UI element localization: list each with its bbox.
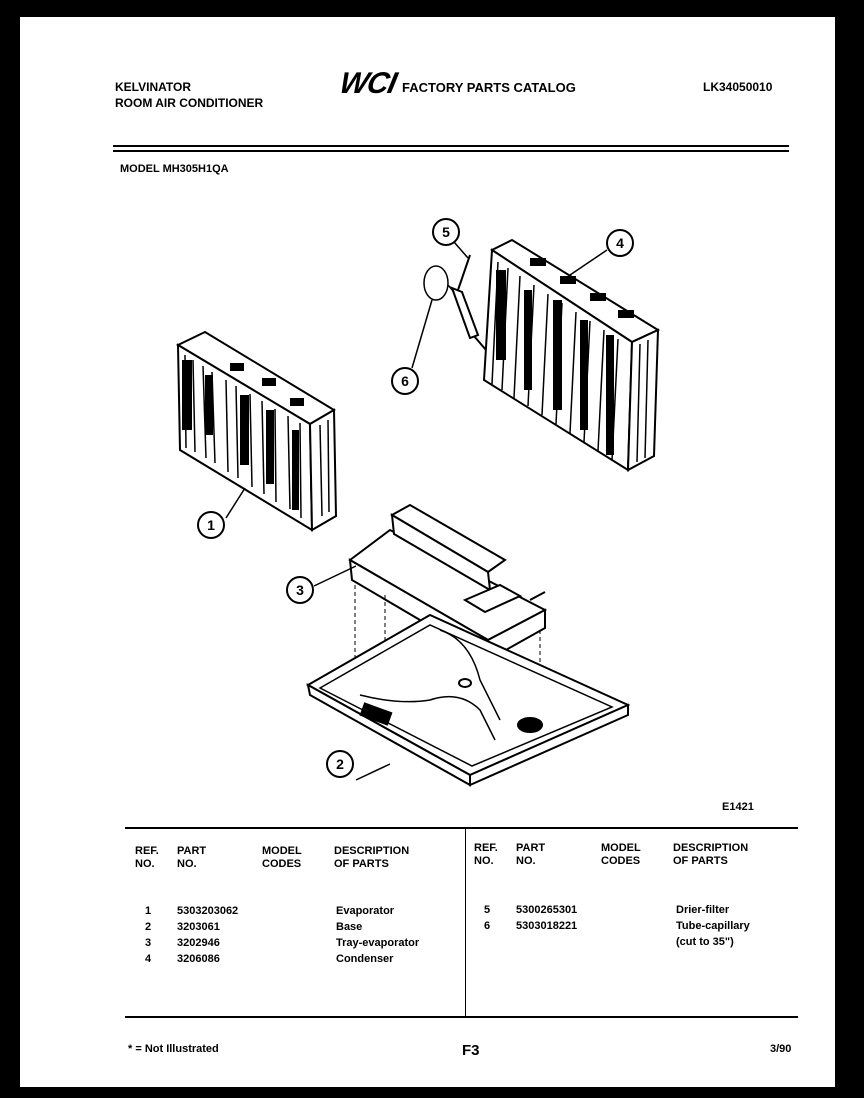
revision-date: 3/90 [770,1043,792,1055]
svg-text:1: 1 [207,517,215,533]
table-cell-desc: Condenser [336,953,394,965]
footnote: * = Not Illustrated [128,1043,219,1055]
table-cell-ref [484,934,490,950]
table-cell-desc: Tray-evaporator [336,937,420,949]
callout-5 [433,219,459,245]
figure-id: E1421 [722,801,754,813]
table-cell-part: 3203061 [177,921,220,933]
col-part-right: PART NO. [516,842,546,867]
svg-text:5: 5 [442,224,450,240]
table-cell-part: 5303203062 [177,905,239,917]
table-cell-desc: Tube-capillary [676,920,750,932]
brand-name: KELVINATOR [115,80,192,94]
right-part-column [516,902,577,950]
table-cell-desc: Base [336,921,363,933]
col-desc-right: DESCRIPTION OF PARTS [673,842,749,867]
table-cell-ref: 2 [145,921,152,933]
page-number: F3 [462,1042,480,1059]
col-desc-left: DESCRIPTION OF PARTS [334,845,410,870]
callout-3 [287,577,313,603]
wci-logo: WCI [336,67,399,100]
col-ref-left: REF. NO. [135,845,159,870]
evaporator-coil [178,332,336,530]
callout-6 [392,368,418,394]
col-codes-left: MODEL CODES [262,845,302,870]
table-cell-part: 3206086 [177,953,220,965]
col-codes-right: MODEL CODES [601,842,641,867]
left-desc-column [336,903,419,967]
svg-text:6: 6 [401,373,409,389]
table-cell-ref: 5 [484,904,491,916]
table-cell-ref: 1 [145,905,152,917]
left-part-column [177,903,238,967]
right-desc-column [676,902,750,950]
table-cell-part: 5300265301 [516,904,578,916]
svg-text:3: 3 [296,582,304,598]
table-divider [465,829,466,1016]
table-rule-bottom [125,1016,798,1018]
right-ref-column [484,902,490,950]
callout-2 [327,751,353,777]
model-number: MODEL MH305H1QA [120,163,229,175]
col-ref-right: REF. NO. [474,842,498,867]
table-rule-top [125,827,798,829]
table-cell-desc: Drier-filter [676,904,730,916]
svg-text:4: 4 [616,235,624,251]
table-cell-part: 5303018221 [516,920,578,932]
table-cell-ref: 3 [145,937,152,949]
callout-4 [607,230,633,256]
col-part-left: PART NO. [177,845,207,870]
svg-text:2: 2 [336,756,344,772]
catalog-id: LK34050010 [703,80,773,94]
table-cell-desc: Evaporator [336,905,395,917]
table-cell-part: 3202946 [177,937,220,949]
callout-1 [198,512,224,538]
table-cell-ref: 4 [145,953,152,965]
product-type: ROOM AIR CONDITIONER [115,96,264,110]
table-cell-ref: 6 [484,920,491,932]
table-cell-part [516,934,577,950]
drier-filter [452,255,486,350]
table-cell-desc: (cut to 35") [676,936,734,948]
left-ref-column [145,903,151,967]
base-pan [308,615,628,785]
catalog-title: FACTORY PARTS CATALOG [402,80,576,95]
capillary-tube [424,266,454,300]
